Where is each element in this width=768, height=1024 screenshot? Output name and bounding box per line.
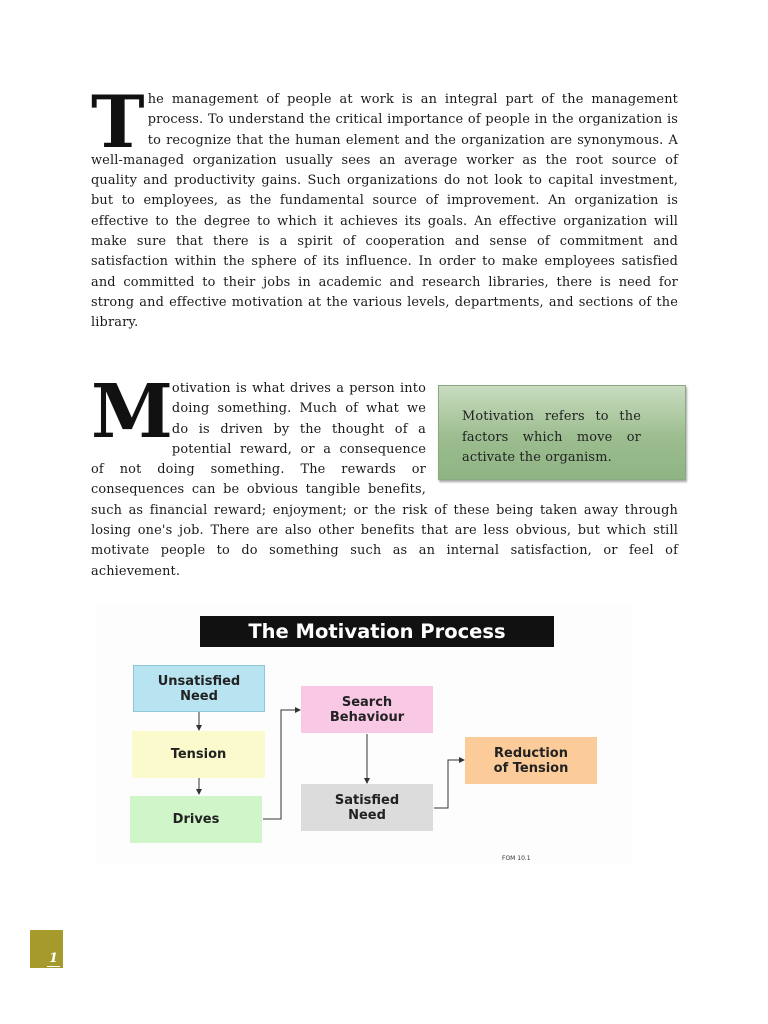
definition-callout-text: Motivation refers to the factors which move or activate the organism.: [462, 409, 641, 465]
box-tension: Tension: [132, 731, 265, 778]
motivation-paragraph-text: otivation is what drives a person into doing something. Much of what we do is driven by the thought of a potential reward, or a consequence of not doing something. The rewards or consequences can be obvious tangible benefits, such as financial reward; enjoyment; or the risk of these being taken away through losing one's job. There are also other benefits that are less obvious, but which still motivate people to do something such as an internal satisfaction, or feel of achievement.: [91, 381, 678, 579]
figure-credit: FOM 10.1: [502, 855, 531, 862]
diagram-title: The Motivation Process: [200, 616, 554, 647]
intro-paragraph: [91, 79, 678, 334]
arrow-satisfied-to-reduction: [434, 760, 464, 808]
page-number-badge: [30, 930, 63, 968]
box-search-behaviour: Search Behaviour: [301, 686, 433, 733]
drop-cap-t: T: [91, 79, 145, 164]
box-drives: Drives: [130, 796, 262, 843]
box-unsatisfied-need: Unsatisfied Need: [133, 665, 265, 712]
definition-callout: [438, 385, 686, 480]
box-satisfied-need: Satisfied Need: [301, 784, 433, 831]
page-number: 1: [48, 951, 58, 966]
intro-paragraph-text: he management of people at work is an integral part of the management process. To understand the critical importance of people in the organization is to recognize that the human element and the organization are synonymous. A well-managed organization usually sees an average worker as the root source of quality and productivity gains. Such organizations do not look to capital investment, but to employees, as the fundamental source of improvement. An organization is effective to the degree to which it achieves its goals. An effective organization will make sure that there is a spirit of cooperation and sense of commitment and satisfaction within the sphere of its influence. In order to make employees satisfied and committed to their jobs in academic and research libraries, there is need for strong and effective motivation at the various levels, departments, and sections of the library.: [91, 92, 678, 331]
arrow-drives-to-search: [263, 710, 300, 819]
motivation-paragraph: [91, 369, 678, 582]
drop-cap-m: M: [91, 369, 170, 455]
box-reduction-of-tension: Reduction of Tension: [465, 737, 597, 784]
motivation-process-diagram: [97, 602, 631, 864]
